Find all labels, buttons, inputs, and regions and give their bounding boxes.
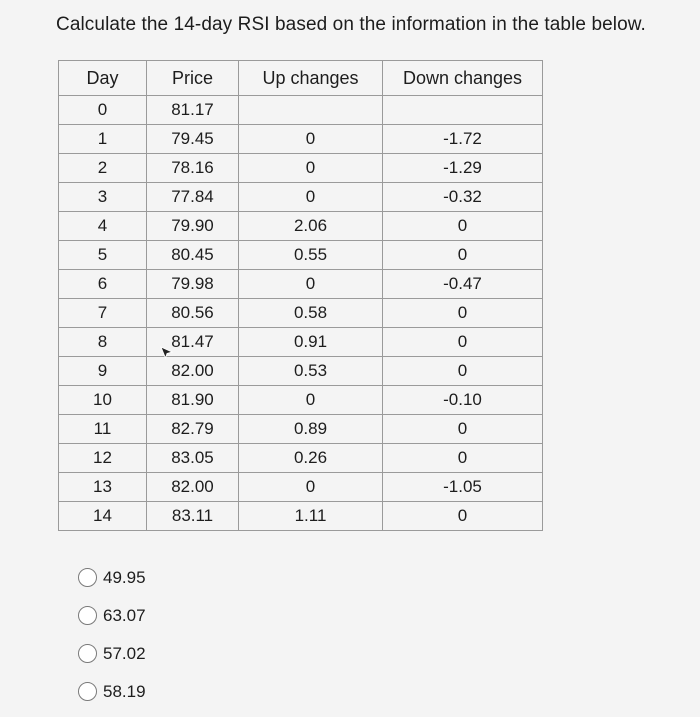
cell-up-change: 1.11	[239, 502, 383, 531]
cell-price: 83.05	[147, 444, 239, 473]
table-row	[59, 212, 543, 241]
table-row	[59, 241, 543, 270]
cell-price: 79.45	[147, 125, 239, 154]
option-label: 58.19	[103, 681, 146, 701]
cell-day: 3	[59, 183, 147, 212]
cell-up-change: 0	[239, 473, 383, 502]
cell-day: 0	[59, 96, 147, 125]
table-row	[59, 328, 543, 357]
cell-down-change: -0.47	[383, 270, 543, 299]
cell-down-change: -0.32	[383, 183, 543, 212]
cell-price: 81.17	[147, 96, 239, 125]
cell-price: 79.98	[147, 270, 239, 299]
rsi-data-table	[58, 60, 543, 531]
table-row	[59, 154, 543, 183]
answer-option[interactable]	[78, 603, 146, 628]
answer-option[interactable]	[78, 641, 146, 666]
cell-price: 82.79	[147, 415, 239, 444]
table-row	[59, 473, 543, 502]
cell-down-change: 0	[383, 299, 543, 328]
cell-down-change: 0	[383, 212, 543, 241]
cell-day: 6	[59, 270, 147, 299]
header-up-changes: Up changes	[239, 61, 383, 96]
cell-down-change: 0	[383, 444, 543, 473]
cell-up-change	[239, 96, 383, 125]
answer-option[interactable]	[78, 679, 146, 704]
cell-down-change: -0.10	[383, 386, 543, 415]
cell-day: 12	[59, 444, 147, 473]
radio-button[interactable]	[78, 606, 97, 625]
cell-price: 82.00	[147, 473, 239, 502]
header-down-changes: Down changes	[383, 61, 543, 96]
table-row	[59, 299, 543, 328]
cell-price: 80.45	[147, 241, 239, 270]
table-row	[59, 415, 543, 444]
cell-up-change: 0.91	[239, 328, 383, 357]
cell-price: 78.16	[147, 154, 239, 183]
table-row	[59, 183, 543, 212]
cell-price: 77.84	[147, 183, 239, 212]
cell-day: 1	[59, 125, 147, 154]
cell-up-change: 0.55	[239, 241, 383, 270]
option-label: 49.95	[103, 567, 146, 587]
radio-button[interactable]	[78, 644, 97, 663]
cell-day: 11	[59, 415, 147, 444]
cell-price: 80.56	[147, 299, 239, 328]
cell-day: 8	[59, 328, 147, 357]
answer-option[interactable]	[78, 565, 146, 590]
cell-down-change: -1.29	[383, 154, 543, 183]
table-row	[59, 270, 543, 299]
cell-down-change: 0	[383, 241, 543, 270]
answer-options	[78, 565, 146, 717]
table-row	[59, 357, 543, 386]
cell-price: 83.11	[147, 502, 239, 531]
cell-up-change: 0	[239, 386, 383, 415]
cell-day: 5	[59, 241, 147, 270]
cell-up-change: 0	[239, 154, 383, 183]
cell-down-change: -1.05	[383, 473, 543, 502]
radio-button[interactable]	[78, 568, 97, 587]
option-label: 63.07	[103, 605, 146, 625]
cell-down-change: -1.72	[383, 125, 543, 154]
radio-button[interactable]	[78, 682, 97, 701]
cell-price: 79.90	[147, 212, 239, 241]
table-row	[59, 502, 543, 531]
cell-price: 82.00	[147, 357, 239, 386]
cell-down-change: 0	[383, 415, 543, 444]
cell-up-change: 0	[239, 125, 383, 154]
cell-day: 13	[59, 473, 147, 502]
table-header-row	[59, 61, 543, 96]
table-row	[59, 444, 543, 473]
cell-price: 81.47	[147, 328, 239, 357]
cell-up-change: 0	[239, 183, 383, 212]
cell-down-change: 0	[383, 357, 543, 386]
cell-down-change	[383, 96, 543, 125]
cell-up-change: 0.58	[239, 299, 383, 328]
cell-down-change: 0	[383, 502, 543, 531]
cell-up-change: 0.89	[239, 415, 383, 444]
cell-up-change: 0.26	[239, 444, 383, 473]
cell-up-change: 0.53	[239, 357, 383, 386]
table-row	[59, 96, 543, 125]
option-label: 57.02	[103, 643, 146, 663]
cell-up-change: 0	[239, 270, 383, 299]
table-row	[59, 125, 543, 154]
header-day: Day	[59, 61, 147, 96]
cell-day: 2	[59, 154, 147, 183]
cell-day: 7	[59, 299, 147, 328]
cell-down-change: 0	[383, 328, 543, 357]
header-price: Price	[147, 61, 239, 96]
cell-day: 4	[59, 212, 147, 241]
mouse-cursor-icon	[160, 346, 174, 360]
table-row	[59, 386, 543, 415]
cell-day: 10	[59, 386, 147, 415]
cell-up-change: 2.06	[239, 212, 383, 241]
cell-day: 9	[59, 357, 147, 386]
question-text: Calculate the 14-day RSI based on the information in the table below.	[56, 14, 646, 35]
cell-price: 81.90	[147, 386, 239, 415]
cell-day: 14	[59, 502, 147, 531]
